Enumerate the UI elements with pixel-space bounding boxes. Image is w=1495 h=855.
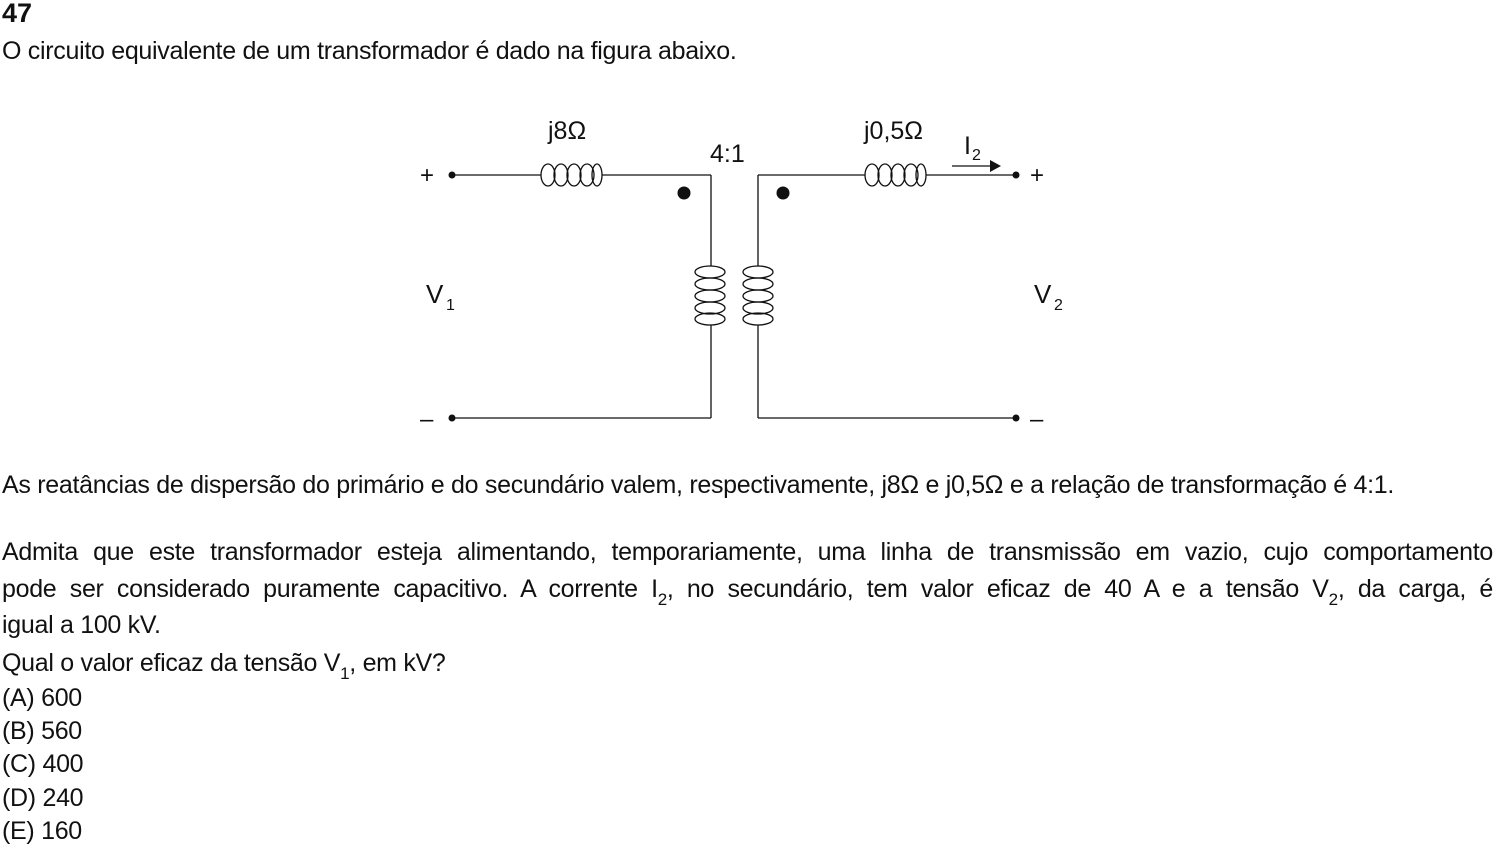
- primary-plus-sign: +: [420, 162, 435, 189]
- turns-ratio-label: 4:1: [710, 140, 745, 168]
- primary-minus-sign: –: [420, 406, 434, 433]
- question-paragraph-1: As reatâncias de dispersão do primário e do secundário valem, respectivamente, j8Ω e j0,5Ω e a relação de transformação é 4:1.: [2, 471, 1395, 499]
- option-c[interactable]: [2, 749, 83, 779]
- secondary-plus-terminal: [1013, 172, 1020, 179]
- option-e-value: 160: [41, 817, 82, 845]
- option-e-label: (E): [2, 817, 35, 845]
- v2-label-subscript: 2: [1054, 297, 1063, 314]
- secondary-polarity-dot: [777, 187, 790, 200]
- secondary-winding: [743, 266, 773, 325]
- option-d[interactable]: [2, 783, 83, 813]
- primary-polarity-dot: [678, 187, 691, 200]
- secondary-reactance-label: j0,5Ω: [864, 117, 923, 145]
- option-a-label: (A): [2, 684, 35, 712]
- p2-text-c: , da carga, é: [1337, 575, 1493, 603]
- p2-text-b: , no secundário, tem valor eficaz de 40 A e a tensão V: [666, 575, 1329, 603]
- primary-minus-terminal: [449, 415, 456, 422]
- v1-label: V: [426, 279, 444, 309]
- prompt-subscript: 1: [340, 664, 350, 683]
- option-b[interactable]: [2, 716, 82, 746]
- prompt-text-b: , em kV?: [349, 649, 446, 677]
- option-a-value: 600: [41, 684, 82, 712]
- option-e[interactable]: [2, 816, 82, 846]
- option-d-label: (D): [2, 784, 36, 812]
- secondary-series-inductor: [865, 164, 926, 186]
- question-paragraph-2-line-1: Admita que este transformador esteja alimentando, temporariamente, uma linha de transmissão em vazio, cujo comportamento: [2, 538, 1493, 566]
- option-a[interactable]: [2, 683, 82, 713]
- p2-text-a: pode ser considerado puramente capacitivo. A corrente I: [2, 575, 658, 603]
- p2-current-subscript: 2: [657, 590, 667, 609]
- question-prompt: [2, 648, 446, 681]
- primary-winding: [695, 266, 725, 325]
- option-c-value: 400: [42, 750, 84, 778]
- option-c-label: (C): [2, 750, 36, 778]
- question-number: 47: [2, 0, 33, 28]
- question-paragraph-2-line-2: [2, 574, 1493, 607]
- secondary-plus-sign: +: [1030, 162, 1045, 189]
- primary-plus-terminal: [449, 172, 456, 179]
- v1-label-subscript: 1: [446, 297, 455, 314]
- p2-voltage-subscript: 2: [1328, 590, 1338, 609]
- option-b-value: 560: [41, 717, 82, 745]
- primary-series-inductor: [541, 164, 602, 186]
- v2-label: V: [1034, 279, 1052, 309]
- secondary-minus-sign: –: [1030, 406, 1044, 433]
- primary-reactance-label: j8Ω: [548, 117, 587, 145]
- option-b-label: (B): [2, 717, 35, 745]
- current-arrow-head: [990, 160, 1001, 172]
- prompt-text-a: Qual o valor eficaz da tensão V: [2, 649, 341, 677]
- question-intro: O circuito equivalente de um transformador é dado na figura abaixo.: [2, 37, 737, 65]
- question-paragraph-2-line-3: igual a 100 kV.: [2, 611, 161, 639]
- current-label: I: [964, 132, 971, 160]
- option-d-value: 240: [42, 784, 84, 812]
- current-label-subscript: 2: [972, 147, 981, 164]
- secondary-minus-terminal: [1013, 415, 1020, 422]
